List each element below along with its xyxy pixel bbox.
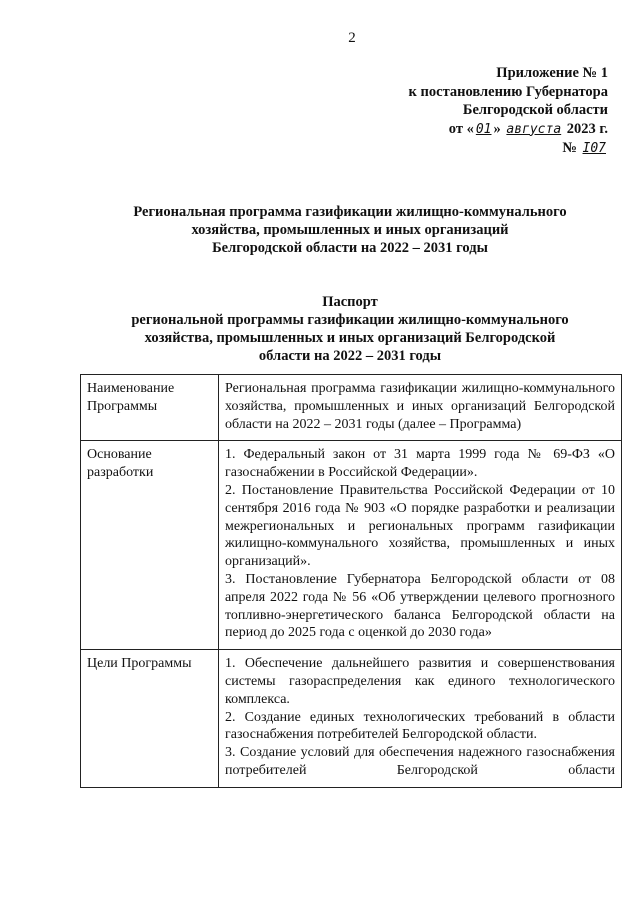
row-label: Цели Программы <box>81 650 219 788</box>
date-month: августа <box>506 121 562 137</box>
row-label: Основание разработки <box>81 441 219 650</box>
table-row <box>81 650 622 788</box>
appendix-title: Приложение № 1 <box>496 65 608 81</box>
row-paragraph: 3. Постановление Губернатора Белгородской области от 08 апреля 2022 года № 56 «Об утверждении целевого прогнозного топливно-энергетического баланса Белгородской области на период до 2025 года с оценкой до 2030 года» <box>225 571 615 641</box>
row-paragraph: 1. Федеральный закон от 31 марта 1999 года № 69-ФЗ «О газоснабжении в Российской Федерации». <box>225 447 615 481</box>
table-row <box>81 375 622 441</box>
appendix-number <box>409 139 608 159</box>
passport-subtitle-line: хозяйства, промышленных и иных организаций Белгородской <box>144 330 556 346</box>
title-line: Региональная программа газификации жилищно-коммунального <box>133 204 567 220</box>
passport-table <box>80 374 622 788</box>
appendix-header <box>409 64 608 159</box>
row-paragraph: 2. Постановление Правительства Российской Федерации от 10 сентября 2016 года № 903 «О порядке разработки и реализации межрегиональных и региональных программ газификации жилищно-коммунального хозяйства, промышленных и иных организаций». <box>225 482 615 570</box>
row-paragraph: Региональная программа газификации жилищно-коммунального хозяйства, промышленных и иных организаций Белгородской области на 2022 – 2031 годы (далее – Программа) <box>225 381 615 432</box>
passport-heading <box>80 293 620 365</box>
passport-subtitle-line: региональной программы газификации жилищно-коммунального <box>131 312 569 328</box>
title-line: хозяйства, промышленных и иных организаций <box>191 222 509 238</box>
date-day: 01 <box>475 121 492 137</box>
row-value <box>219 441 622 650</box>
appendix-date <box>409 120 608 140</box>
row-paragraph: 2. Создание единых технологических требований в области газоснабжения потребителей Белгородской области. <box>225 709 615 743</box>
appendix-decree-ref: к постановлению Губернатора <box>408 83 608 100</box>
row-label: Наименование Программы <box>81 375 219 441</box>
row-value <box>219 650 622 788</box>
date-year: 2023 г. <box>566 120 608 137</box>
date-prefix: от « <box>448 120 474 137</box>
number-value: I07 <box>582 141 606 156</box>
passport-title: Паспорт <box>322 294 378 310</box>
document-title <box>80 203 620 257</box>
passport-subtitle-line: области на 2022 – 2031 годы <box>258 348 442 364</box>
title-line: Белгородской области на 2022 – 2031 годы <box>212 240 488 256</box>
row-paragraph: 1. Обеспечение дальнейшего развития и совершенствования системы газораспределения как единого технологического комплекса. <box>225 656 615 707</box>
number-prefix: № <box>562 140 577 156</box>
date-mid: » <box>493 120 501 137</box>
row-paragraph: 3. Создание условий для обеспечения надежного газоснабжения потребителей Белгородской области <box>225 745 615 778</box>
page-number: 2 <box>348 30 356 46</box>
table-row <box>81 441 622 650</box>
row-value <box>219 375 622 441</box>
appendix-region: Белгородской области <box>462 102 608 118</box>
